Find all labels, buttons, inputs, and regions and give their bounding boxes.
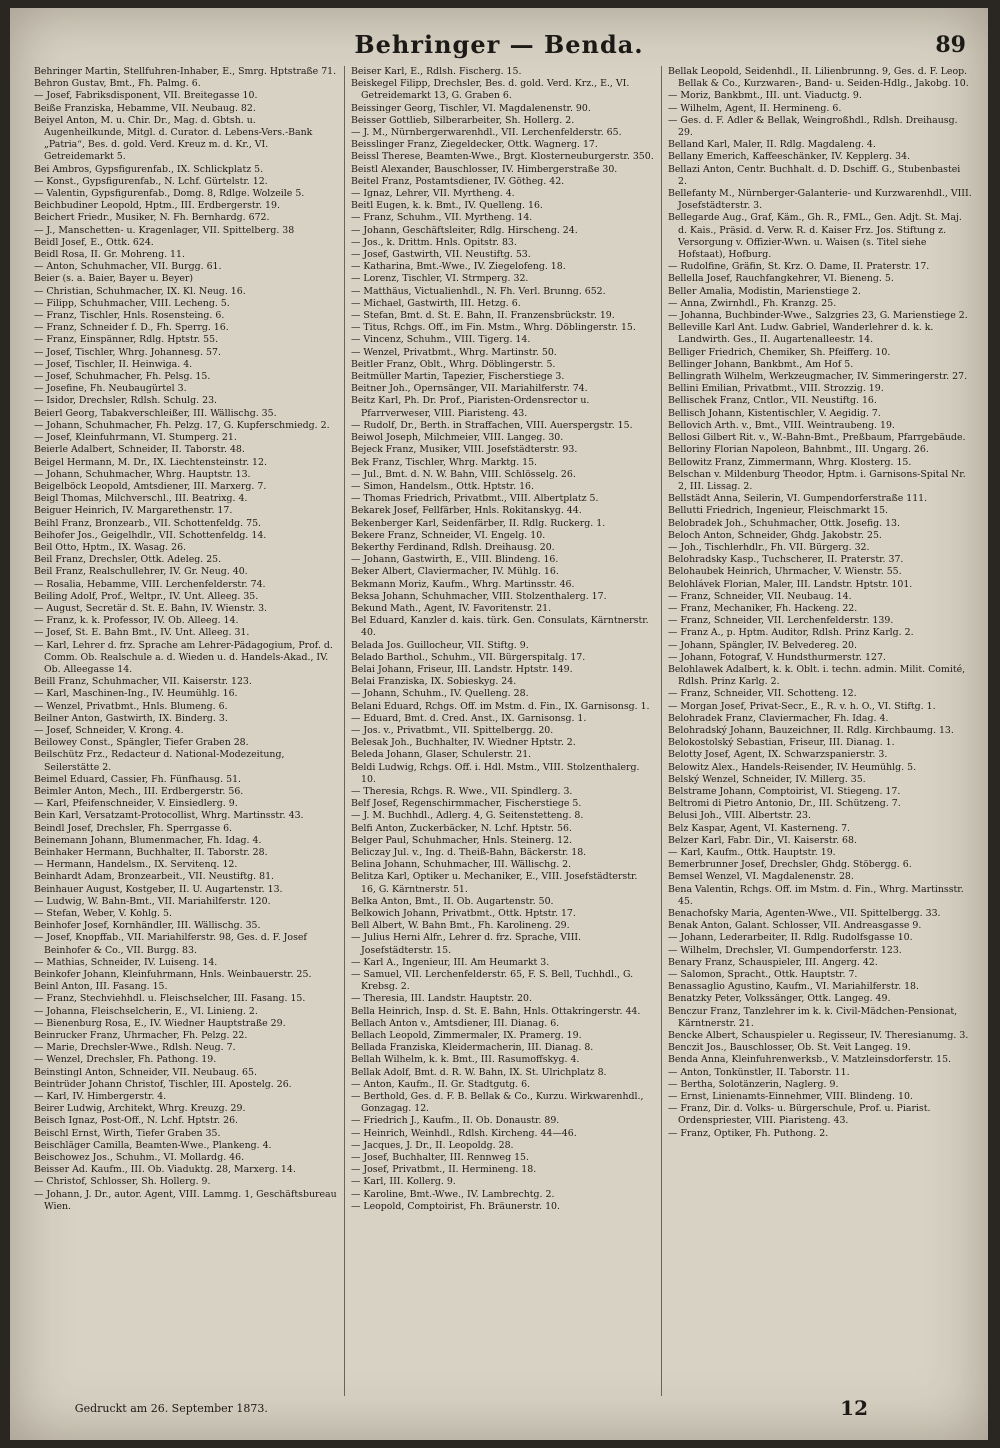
directory-entry: — Franz, Tischler, Hnls. Rosensteing. 6. [34, 310, 225, 322]
directory-entry: — Johann, Geschäftsleiter, Rdlg. Hirscheng. 24. [351, 224, 578, 236]
directory-entry: — Mathias, Schneider, IV. Luiseng. 14. [34, 956, 218, 968]
directory-entry: Beisser Gottlieb, Silberarbeiter, Sh. Hollerg. 2. [351, 114, 575, 126]
column-2 [344, 66, 661, 1396]
directory-entry: — Karl, IV. Himbergerstr. 4. [34, 1091, 167, 1103]
directory-entry: Bekerthy Ferdinand, Rdlsh. Dreihausg. 20. [351, 541, 555, 553]
directory-entry: Belleville Karl Ant. Ludw. Gabriel, Wanderlehrer d. k. k. Landwirth. Ges., II. Augartenalleestr. 14. [668, 322, 934, 346]
directory-entry: — Christian, Schuhmacher, IX. Kl. Neug. 16. [34, 285, 246, 297]
directory-entry: Bellach Anton v., Amtsdiener, III. Dianag. 6. [351, 1017, 560, 1029]
directory-entry: Bellany Emerich, Kaffeeschänker, IV. Kepplerg. 34. [668, 151, 911, 163]
directory-entry: — Josefine, Fh. Neubaugürtel 3. [34, 383, 187, 395]
directory-entry: Beinstingl Anton, Schneider, VII. Neubaug. 65. [34, 1066, 257, 1078]
directory-entry: — Franz, Optiker, Fh. Puthong. 2. [668, 1127, 829, 1139]
directory-entry: Belobradek Joh., Schuhmacher, Ottk. Josefig. 13. [668, 517, 901, 529]
directory-entry: Beldi Ludwig, Rchgs. Off. i. Hdl. Mstm., VIII. Stolzenthalerg. 10. [351, 761, 640, 785]
directory-entry: Benassaglio Agustino, Kaufm., VI. Mariahilferstr. 18. [668, 981, 919, 993]
directory-entry: Beigel Hermann, M. Dr., IX. Liechtensteinstr. 12. [34, 456, 267, 468]
directory-entry: — Josef, Tischler, II. Heinwiga. 4. [34, 358, 193, 370]
directory-entry: Beihofer Jos., Geigelhdlr., VII. Schottenfeldg. 14. [34, 529, 267, 541]
directory-entry: Benachofsky Maria, Agenten-Wwe., VII. Spittelbergg. 33. [668, 908, 941, 920]
directory-entry: — Karoline, Bmt.-Wwe., IV. Lambrechtg. 2. [351, 1188, 555, 1200]
directory-entry: Belohradsky Kasp., Tuchscherer, II. Praterstr. 37. [668, 554, 904, 566]
directory-entry: Beissinger Georg, Tischler, VI. Magdalenenstr. 90. [351, 102, 591, 114]
directory-entry: Beitmüller Martin, Tapezier, Fischerstiege 3. [351, 371, 565, 383]
directory-entry: Bellefanty M., Nürnberger-Galanterie- und Kurzwarenhdl., VIII. Josefstädterstr. 3. [668, 188, 972, 212]
directory-entry: Beiling Adolf, Prof., Weltpr., IV. Unt. Alleeg. 35. [34, 590, 259, 602]
directory-entry: Beinkofer Johann, Kleinfuhrmann, Hnls. Weinbauerstr. 25. [34, 969, 312, 981]
column-1 [28, 66, 344, 1396]
directory-entry: — Johann, Fotograf, V. Hundsthurmerstr. 127. [668, 651, 886, 663]
directory-entry: Belschan v. Mildenburg Theodor, Hptm. i. Garnisons-Spital Nr. 2, III. Lissag. 2. [668, 468, 966, 492]
directory-entry: Beier (s. a. Baier, Bayer u. Beyer) [34, 273, 194, 285]
directory-entry: — Joh., Tischlerhdlr., Fh. VII. Bürgerg. 32. [668, 541, 870, 553]
directory-entry: Benczit Jos., Bauschlosser, Ob. St. Veit Langeg. 19. [668, 1042, 911, 1054]
directory-entry: — Anton, Tonkünstler, II. Taborstr. 11. [668, 1066, 850, 1078]
directory-entry: — Konst., Gypsfigurenfab., N. Lchf. Gürtelstr. 12. [34, 175, 268, 187]
directory-entry: Beischowez Jos., Schuhm., VI. Mollardg. 46. [34, 1152, 245, 1164]
directory-entry: Beierle Adalbert, Schneider, II. Taborstr. 48. [34, 444, 245, 456]
directory-entry: Belado Barthol., Schuhm., VII. Bürgerspitalg. 17. [351, 651, 586, 663]
directory-entry: Bejeck Franz, Musiker, VIII. Josefstädterstr. 93. [351, 444, 578, 456]
directory-entry: Behringer Martin, Stellfuhren-Inhaber, E., Smrg. Hptstraße 71. [34, 66, 337, 77]
directory-entry: Bellazi Anton, Centr. Buchhalt. d. D. Dschiff. G., Stubenbastei 2. [668, 163, 961, 187]
directory-entry: — Marie, Drechsler-Wwe., Rdlsh. Neug. 7. [34, 1042, 236, 1054]
directory-entry: Belský Wenzel, Schneider, IV. Millerg. 35. [668, 773, 866, 785]
directory-entry: — Ernst, Linienamts-Einnehmer, VIII. Blindeng. 10. [668, 1091, 913, 1103]
directory-entry: Belliger Friedrich, Chemiker, Sh. Pfeifferg. 10. [668, 346, 891, 358]
directory-entry: Bei Ambros, Gypsfigurenfab., IX. Schlickplatz 5. [34, 163, 264, 175]
directory-entry: Beliczay Jul. v., Ing. d. Theiß-Bahn, Bäckerstr. 18. [351, 847, 587, 858]
directory-entry: Benak Anton, Galant. Schlosser, VII. Andreasgasse 9. [668, 920, 922, 932]
directory-entry: Belka Anton, Bmt., II. Ob. Augartenstr. 50. [351, 895, 554, 907]
directory-entry: Beisch Ignaz, Post-Off., N. Lchf. Hptstr. 26. [34, 1115, 239, 1127]
directory-entry: Beill Franz, Schuhmacher, VII. Kaiserstr. 123. [34, 676, 252, 688]
directory-entry: Bellini Emilian, Privatbmt., VIII. Strozzig. 19. [668, 383, 884, 395]
directory-entry: — Leopold, Comptoirist, Fh. Bräunerstr. 10. [351, 1200, 560, 1212]
directory-entry: Bekmann Moriz, Kaufm., Whrg. Martinsstr. 46. [351, 578, 575, 590]
directory-entry: Bellutti Friedrich, Ingenieur, Fleischmarkt 15. [668, 505, 889, 517]
directory-entry: — J., Manschetten- u. Kragenlager, VII. Spittelberg. 38 [34, 224, 295, 236]
directory-entry: Bekere Franz, Schneider, VI. Engelg. 10. [351, 529, 546, 541]
directory-entry: — Heinrich, Weinhdl., Rdlsh. Kircheng. 44—46. [351, 1127, 577, 1139]
directory-entry: Bencke Albert, Schauspieler u. Regisseur, IV. Theresianumg. 3. [668, 1030, 969, 1042]
directory-entry: Beiwol Joseph, Milchmeier, VIII. Langeg. 30. [351, 432, 564, 444]
directory-entry: Belusi Joh., VIII. Albertstr. 23. [668, 810, 811, 822]
directory-entry: Beilowey Const., Spängler, Tiefer Graben 28. [34, 737, 249, 749]
directory-entry: Bellah Wilhelm, k. k. Bmt., III. Rasumoffskyg. 4. [351, 1054, 580, 1066]
directory-entry: Belloriny Florian Napoleon, Bahnbmt., III. Ungarg. 26. [668, 444, 929, 456]
directory-entry: Bel Eduard, Kanzler d. kais. türk. Gen. Consulats, Kärntnerstr. 40. [351, 615, 649, 639]
columns [28, 66, 978, 1396]
directory-entry: — Josef, Buchhalter, III. Rennweg 15. [351, 1152, 529, 1164]
directory-entry: — Rosalia, Hebamme, VIII. Lerchenfelderstr. 74. [34, 578, 266, 590]
directory-entry: — Michael, Gastwirth, III. Hetzg. 6. [351, 297, 521, 309]
directory-entry: — J. M., Nürnbergerwarenhdl., VII. Lerchenfelderstr. 65. [351, 127, 622, 139]
directory-entry: Benczur Franz, Tanzlehrer im k. k. Civil-Mädchen-Pensionat, Kärntnerstr. 21. [668, 1005, 958, 1029]
directory-entry: Bellella Josef, Rauchfangkehrer, VI. Bieneng. 5. [668, 273, 894, 285]
directory-entry: Belada Jos. Guillocheur, VII. Stiftg. 9. [351, 639, 529, 651]
directory-entry: Bellingrath Wilhelm, Werkzeugmacher, IV. Simmeringerstr. 27. [668, 371, 968, 383]
directory-entry: — Rudolfine, Gräfin, St. Krz. O. Dame, II. Praterstr. 17. [668, 261, 930, 273]
directory-entry: — Josef, Privatbmt., II. Hermineng. 18. [351, 1164, 537, 1176]
directory-entry: — Rudolf, Dr., Berth. in Straffachen, VIII. Auerspergstr. 15. [351, 419, 633, 431]
directory-entry: Bellisch Johann, Kistentischler, V. Aegidig. 7. [668, 407, 881, 419]
directory-entry: — Franz, Mechaniker, Fh. Hackeng. 22. [668, 602, 858, 614]
directory-entry: Bellischek Franz, Cntlor., VII. Neustiftg. 16. [668, 395, 877, 407]
directory-entry: — Wenzel, Privatbmt., Whrg. Martinstr. 50. [351, 346, 557, 358]
directory-entry: Benary Franz, Schauspieler, III. Angerg. 42. [668, 956, 878, 968]
directory-entry: Bellach Leopold, Zimmermaler, IX. Pramerg. 19. [351, 1030, 582, 1042]
directory-entry: Beitner Joh., Opernsänger, VII. Mariahilferstr. 74. [351, 383, 588, 395]
directory-entry: Beinemann Johann, Blumenmacher, Fh. Idag. 4. [34, 834, 262, 846]
directory-entry: — Hermann, Handelsm., IX. Servitenq. 12. [34, 859, 238, 871]
directory-entry: Beidl Rosa, II. Gr. Mohreng. 11. [34, 249, 185, 261]
directory-entry: — Matthäus, Victualienhdl., N. Fh. Verl. Brunng. 652. [351, 285, 606, 297]
directory-entry: Beierl Georg, Tabakverschleißer, III. Wällischg. 35. [34, 407, 277, 419]
directory-entry: Beitel Franz, Postamtsdiener, IV. Götheg. 42. [351, 175, 565, 187]
directory-entry: Bellak Leopold, Seidenhdl., II. Lilienbrunng. 9, Ges. d. F. Leop. Bellak & Co., Kurzwaren-, Band- u. Seiden-Hdlg., Jakobg. 10. [668, 66, 969, 90]
directory-entry: Belohradek Franz, Claviermacher, Fh. Idag. 4. [668, 712, 889, 724]
directory-entry: — Franz, Einspänner, Rdlg. Hptstr. 55. [34, 334, 219, 346]
directory-entry: Beloch Anton, Schneider, Ghdg. Jakobstr. 25. [668, 529, 882, 541]
directory-entry: Belfi Anton, Zuckerbäcker, N. Lchf. Hptstr. 56. [351, 822, 572, 834]
directory-entry: Belkowich Johann, Privatbmt., Ottk. Hptstr. 17. [351, 908, 576, 920]
directory-entry: — Karl, Kaufm., Ottk. Hauptstr. 19. [668, 847, 836, 858]
directory-entry: Belai Franziska, IX. Sobieskyg. 24. [351, 676, 517, 688]
directory-entry: Beinhofer Josef, Kornhändler, III. Wällischg. 35. [34, 920, 261, 932]
directory-entry: Bein Karl, Versatzamt-Protocollist, Whrg. Martinsstr. 43. [34, 810, 304, 822]
directory-entry: Bellovich Arth. v., Bmt., VIII. Weintraubeng. 19. [668, 419, 895, 431]
directory-entry: — Ignaz, Lehrer, VII. Myrtheng. 4. [351, 188, 515, 200]
directory-entry: Belitza Karl, Optiker u. Mechaniker, E., VIII. Josefstädterstr. 16, G. Kärntnerstr. 51. [351, 871, 638, 895]
directory-entry: — Bertha, Solotänzerin, Naglerg. 9. [668, 1078, 839, 1090]
directory-entry: Beiße Franziska, Hebamme, VII. Neubaug. 82. [34, 102, 256, 114]
directory-entry: — Vincenz, Schuhm., VIII. Tigerg. 14. [351, 334, 531, 346]
directory-entry: Beil Otto, Hptm., IX. Wasag. 26. [34, 541, 187, 553]
directory-entry: — Johann, Lederarbeiter, II. Rdlg. Rudolfsgasse 10. [668, 932, 913, 944]
directory-entry: Bellak Adolf, Bmt. d. R. W. Bahn, IX. St. Ulrichplatz 8. [351, 1066, 607, 1078]
directory-entry: — Josef, Schneider, V. Krong. 4. [34, 724, 184, 736]
directory-entry: Beiskegel Filipp, Drechsler, Bes. d. gold. Verd. Krz., E., VI. Getreidemarkt 13, G. Graben 6. [351, 78, 630, 102]
directory-entry: Belland Karl, Maler, II. Rdlg. Magdaleng. 4. [668, 139, 876, 151]
directory-entry: Belohaubek Heinrich, Uhrmacher, V. Wienstr. 55. [668, 566, 902, 578]
directory-entry: — Christof, Schlosser, Sh. Hollerg. 9. [34, 1176, 211, 1188]
directory-entry: — Stefan, Bmt. d. St. E. Bahn, II. Franzensbrückstr. 19. [351, 310, 615, 322]
directory-entry: — Jacques, J. Dr., II. Leopoldg. 28. [351, 1139, 514, 1151]
directory-entry: — Johann, J. Dr., autor. Agent, VIII. Lammg. 1, Geschäftsbureau Wien. [34, 1188, 337, 1212]
directory-entry: Beinhaker Hermann, Buchhalter, II. Taborstr. 28. [34, 847, 268, 858]
directory-entry: — Franz, Stechviehhdl. u. Fleischselcher, III. Fasang. 15. [34, 993, 306, 1005]
directory-entry: Beitz Karl, Ph. Dr. Prof., Piaristen-Ordensrector u. Pfarrverweser, VIII. Piaristeng. 43. [351, 395, 590, 419]
directory-entry: — Wilhelm, Drechsler, VI. Gumpendorferstr. 123. [668, 944, 902, 956]
directory-entry: — Franz, Schneider, VII. Schotteng. 12. [668, 688, 857, 700]
directory-entry: — Johann, Schuhmacher, Fh. Pelzg. 17, G. Kupferschmiedg. 2. [34, 419, 330, 431]
directory-entry: Beischl Ernst, Wirth, Tiefer Graben 35. [34, 1127, 221, 1139]
directory-entry: — Stefan, Weber, V. Kohlg. 5. [34, 908, 172, 920]
directory-entry: — Samuel, VII. Lerchenfelderstr. 65, F. S. Bell, Tuchhdl., G. Krebsg. 2. [351, 969, 634, 993]
directory-entry: — Karl, Maschinen-Ing., IV. Heumühlg. 16. [34, 688, 238, 700]
directory-entry: — Karl, Lehrer d. frz. Sprache am Lehrer-Pädagogium, Prof. d. Comm. Ob. Realschule a. d. Wieden u. d. Handels-Akad., IV. Ob. Alleegasse 14. [34, 639, 333, 675]
directory-entry: Belina Johann, Schuhmacher, III. Wällischg. 2. [351, 859, 572, 871]
directory-entry: Belai Johann, Friseur, III. Landstr. Hptstr. 149. [351, 663, 573, 675]
directory-entry: Beilner Anton, Gastwirth, IX. Binderg. 3. [34, 712, 228, 724]
directory-entry: Beintrüder Johann Christof, Tischler, III. Apostelg. 26. [34, 1078, 292, 1090]
directory-entry: — Moriz, Bankbmt., III. unt. Viaductg. 9. [668, 90, 862, 102]
directory-entry: Belowitz Alex., Handels-Reisender, IV. Heumühlg. 5. [668, 761, 917, 773]
directory-entry: Beiser Karl, E., Rdlsh. Fischerg. 15. [351, 66, 522, 77]
directory-entry: Beltromi di Pietro Antonio, Dr., III. Schützeng. 7. [668, 798, 901, 810]
directory-entry: Bellosi Gilbert Rit. v., W.-Bahn-Bmt., Preßbaum, Pfarrgebäude. [668, 432, 966, 444]
directory-entry: — J. M. Buchhdl., Adlerg. 4, G. Seitenstetteng. 8. [351, 810, 584, 822]
directory-entry: Beitl Eugen, k. k. Bmt., IV. Quelleng. 16. [351, 200, 543, 212]
directory-entry: Belotty Josef, Agent, IX. Schwarzspanierstr. 3. [668, 749, 888, 761]
directory-entry: Belstrame Johann, Comptoirist, VI. Stiegeng. 17. [668, 785, 901, 797]
directory-entry: — Josef, Gastwirth, VII. Neustiftg. 53. [351, 249, 531, 261]
column-3 [661, 66, 978, 1396]
directory-entry: — Anton, Kaufm., II. Gr. Stadtgutg. 6. [351, 1078, 531, 1090]
directory-entry: — Ges. d. F. Adler & Bellak, Weingroßhdl., Rdlsh. Dreihausg. 29. [668, 114, 958, 139]
directory-entry: — Bienenburg Rosa, E., IV. Wiedner Hauptstraße 29. [34, 1017, 286, 1029]
directory-entry: — August, Secretär d. St. E. Bahn, IV. Wienstr. 3. [34, 602, 268, 614]
directory-entry: — Johann, Schuhmacher, Whrg. Hauptstr. 13. [34, 468, 251, 480]
directory-entry: Bekund Math., Agent, IV. Favoritenstr. 21. [351, 602, 552, 614]
directory-entry: Bemerbrunner Josef, Drechsler, Ghdg. Stöbergg. 6. [668, 859, 912, 871]
directory-entry: Beitler Franz, Oblt., Whrg. Döblingerstr. 5. [351, 358, 556, 370]
directory-entry: Beissl Therese, Beamten-Wwe., Brgt. Klosterneuburgerstr. 350. [351, 151, 654, 163]
directory-entry: — Simon, Handelsm., Ottk. Hptstr. 16. [351, 480, 535, 492]
directory-entry: Beirer Ludwig, Architekt, Whrg. Kreuzg. 29. [34, 1103, 246, 1115]
directory-entry: Beiguer Heinrich, IV. Margarethenstr. 17. [34, 505, 233, 517]
directory-entry: Beinrucker Franz, Uhrmacher, Fh. Pelzg. 22. [34, 1030, 248, 1042]
directory-entry: — Filipp, Schuhmacher, VIII. Lecheng. 5. [34, 297, 230, 309]
directory-entry: Beihl Franz, Bronzearb., VII. Schottenfeldg. 75. [34, 517, 262, 529]
directory-entry: Beksa Johann, Schuhmacher, VIII. Stolzenthalerg. 17. [351, 590, 607, 602]
directory-entry: — Johann, Gastwirth, E., VIII. Blindeng. 16. [351, 554, 559, 566]
sheet-signature: 12 [840, 1396, 868, 1420]
directory-entry: Bekarek Josef, Fellfärber, Hnls. Rokitanskyg. 44. [351, 505, 582, 517]
directory-entry: — Jos., k. Drittm. Hnls. Opitstr. 83. [351, 236, 517, 248]
directory-entry: — Valentin, Gypsfigurenfab., Domg. 8, Rdlge. Wolzeile 5. [34, 188, 305, 200]
directory-entry: — Johanna, Fleischselcherin, E., VI. Linieng. 2. [34, 1005, 258, 1017]
directory-entry: — Franz, Schneider, VII. Lerchenfelderstr. 139. [668, 615, 894, 627]
page-number: 89 [935, 32, 966, 58]
directory-entry: Bena Valentin, Rchgs. Off. im Mstm. d. Fin., Whrg. Martinsstr. 45. [668, 883, 964, 907]
directory-entry: — Josef, Knopffab., VII. Mariahilferstr. 98, Ges. d. F. Josef Beinhofer & Co., VII. Burgg. 83. [34, 932, 307, 956]
directory-entry: Beistl Alexander, Bauschlosser, IV. Himbergerstraße 30. [351, 163, 618, 175]
directory-entry: — Karl, Pfeifenschneider, V. Einsiedlerg. 9. [34, 798, 238, 810]
directory-entry: — Julius Herni Alfr., Lehrer d. frz. Sprache, VIII. Josefstädterstr. 15. [351, 932, 582, 956]
directory-entry: Beimler Anton, Mech., III. Erdbergerstr. 56. [34, 785, 244, 797]
directory-entry: — Wilhelm, Agent, II. Hermineng. 6. [668, 102, 842, 114]
directory-entry: Belohlávek Florian, Maler, III. Landstr. Hptstr. 101. [668, 578, 913, 590]
directory-entry: — Salomon, Spracht., Ottk. Hauptstr. 7. [668, 969, 858, 981]
running-title: Behringer — Benda. [354, 30, 644, 59]
directory-entry: — Franz, k. k. Professor, IV. Ob. Alleeg. 14. [34, 615, 239, 627]
directory-entry: — Josef, Kleinfuhrmann, VI. Stumperg. 21. [34, 432, 237, 444]
directory-entry: — Anton, Schuhmacher, VII. Burgg. 61. [34, 261, 222, 273]
directory-entry: — Ludwig, W. Bahn-Bmt., VII. Mariahilferstr. 120. [34, 895, 271, 907]
directory-entry: Beil Franz, Realschullehrer, IV. Gr. Neug. 40. [34, 566, 248, 578]
directory-entry: Bella Heinrich, Insp. d. St. E. Bahn, Hnls. Ottakringerstr. 44. [351, 1005, 641, 1017]
directory-entry: Belger Paul, Schuhmacher, Hnls. Steinerg. 12. [351, 834, 573, 846]
directory-entry: Beil Franz, Drechsler, Ottk. Adeleg. 25. [34, 554, 222, 566]
directory-entry: — Lorenz, Tischler, VI. Strmperg. 32. [351, 273, 529, 285]
directory-entry: — Josef, Tischler, Whrg. Johannesg. 57. [34, 346, 221, 358]
directory-entry: — Anna, Zwirnhdl., Fh. Kranzg. 25. [668, 297, 837, 309]
directory-entry: Belohradský Johann, Bauzeichner, II. Rdlg. Kirchbaumg. 13. [668, 724, 954, 736]
directory-entry: Belohlawek Adalbert, k. k. Oblt. i. techn. admin. Milit. Comité, Rdlsh. Prinz Karlg. 2. [668, 663, 966, 688]
directory-entry: — Johann, Schuhm., IV. Quelleng. 28. [351, 688, 529, 700]
directory-entry: Belani Eduard, Rchgs. Off. im Mstm. d. Fin., IX. Garnisonsg. 1. [351, 700, 650, 712]
directory-entry: — Jul., Bmt. d. N. W. Bahn, VIII. Schlösselg. 26. [351, 468, 576, 480]
directory-entry: Beiyel Anton, M. u. Chir. Dr., Mag. d. Gbtsh. u. Augenheilkunde, Mitgl. d. Curator. d. Lebens-Vers.-Bank „Patria“, Bes. d. gold. Verd. Kreuz m. d. Kr., VI. Getreidemarkt 5. [34, 114, 313, 163]
directory-entry: Belesak Joh., Buchhalter, IV. Wiedner Hptstr. 2. [351, 737, 576, 749]
directory-entry: Beller Amalia, Modistin, Marienstiege 2. [668, 285, 861, 297]
directory-entry: — Wenzel, Drechsler, Fh. Pathong. 19. [34, 1054, 217, 1066]
directory-entry: — Franz, Schneider, VII. Neubaug. 14. [668, 590, 852, 602]
directory-entry: Beinhauer August, Kostgeber, II. U. Augartenstr. 13. [34, 883, 283, 895]
directory-entry: Bekenberger Karl, Seidenfärber, II. Rdlg. Ruckerg. 1. [351, 517, 606, 529]
directory-entry: — Berthold, Ges. d. F. B. Bellak & Co., Kurzu. Wirkwarenhdl., Gonzagag. 12. [351, 1091, 644, 1115]
directory-entry: — Theresia, III. Landstr. Hauptstr. 20. [351, 993, 532, 1005]
directory-entry: Bellegarde Aug., Graf, Käm., Gh. R., FML., Gen. Adjt. St. Maj. d. Kais., Präsid. d. Verw. R. d. Kaiser Frz. Jos. Stiftung z. Versorgung v. Offizier-Wwn. u. Waisen (s. Titel siehe Hofstaat), Hofburg. [668, 212, 962, 261]
directory-entry: Beimel Eduard, Cassier, Fh. Fünfhausg. 51. [34, 773, 242, 785]
directory-entry: — Johanna, Buchbinder-Wwe., Salzgries 23, G. Marienstiege 2. [668, 310, 968, 322]
directory-entry: — Franz, Schuhm., VII. Myrtheng. 14. [351, 212, 533, 224]
directory-entry: — Titus, Rchgs. Off., im Fin. Mstm., Whrg. Döblingerstr. 15. [351, 322, 636, 334]
directory-entry: — Josef, St. E. Bahn Bmt., IV. Unt. Alleeg. 31. [34, 627, 250, 639]
directory-entry: — Thomas Friedrich, Privatbmt., VIII. Albertplatz 5. [351, 493, 599, 505]
directory-entry: Beidl Josef, E., Ottk. 624. [34, 236, 154, 248]
directory-entry: — Josef, Fabriksdisponent, VII. Breitegasse 10. [34, 90, 258, 102]
directory-entry: Beilschütz Frz., Redacteur d. National-Modezeitung, Seilerstätte 2. [34, 749, 285, 773]
directory-entry: Bell Albert, W. Bahn Bmt., Fh. Karolineng. 29. [351, 920, 570, 932]
directory-page [10, 8, 988, 1440]
directory-entry: Beisser Ad. Kaufm., III. Ob. Viaduktg. 28, Marxerg. 14. [34, 1164, 296, 1176]
directory-entry: — Theresia, Rchgs. R. Wwe., VII. Spindlerg. 3. [351, 785, 573, 797]
directory-entry: — Isidor, Drechsler, Rdlsh. Schulg. 23. [34, 395, 218, 407]
directory-entry: Benda Anna, Kleinfuhrenwerksb., V. Matzleinsdorferstr. 15. [668, 1054, 952, 1066]
directory-entry: Beichbudiner Leopold, Hptm., III. Erdbergerstr. 19. [34, 200, 280, 212]
directory-entry: Beichert Friedr., Musiker, N. Fh. Bernhardg. 672. [34, 212, 270, 224]
page-header [10, 24, 988, 64]
directory-entry: Bellada Franziska, Kleidermacherin, III. Dianag. 8. [351, 1042, 594, 1054]
directory-entry: — Friedrich J., Kaufm., II. Ob. Donaustr. 89. [351, 1115, 560, 1127]
directory-entry: Beisslinger Franz, Ziegeldecker, Ottk. Wagnerg. 17. [351, 139, 598, 151]
directory-entry: — Franz, Schneider f. D., Fh. Sperrg. 16. [34, 322, 229, 334]
directory-entry: Bellstädt Anna, Seilerin, VI. Gumpendorferstraße 111. [668, 493, 928, 505]
directory-entry: — Franz, Dir. d. Volks- u. Bürgerschule, Prof. u. Piarist. Ordenspriester, VIII. Piaristeng. 43. [668, 1103, 931, 1127]
directory-entry: Belzer Karl, Fabr. Dir., VI. Kaiserstr. 68. [668, 834, 857, 846]
directory-entry: Beigelböck Leopold, Amtsdiener, III. Marxerg. 7. [34, 480, 267, 492]
directory-entry: Beischläger Camilla, Beamten-Wwe., Plankeng. 4. [34, 1139, 272, 1151]
directory-entry: Beinhardt Adam, Bronzearbeit., VII. Neustiftg. 81. [34, 871, 275, 883]
directory-entry: Beleda Johann, Glaser, Schulerstr. 21. [351, 749, 532, 761]
directory-entry: — Karl A., Ingenieur, III. Am Heumarkt 3. [351, 956, 550, 968]
directory-entry: Beigl Thomas, Milchverschl., III. Beatrixg. 4. [34, 493, 248, 505]
directory-entry: Beker Albert, Claviermacher, IV. Mühlg. 16. [351, 566, 559, 578]
directory-entry: — Johann, Spängler, IV. Belvedereg. 20. [668, 639, 857, 651]
directory-entry: Belz Kaspar, Agent, VI. Kasterneng. 7. [668, 822, 851, 834]
directory-entry: — Jos. v., Privatbmt., VII. Spittelbergg. 20. [351, 724, 554, 736]
directory-entry: — Josef, Schuhmacher, Fh. Pelsg. 15. [34, 371, 211, 383]
directory-entry: — Katharina, Bmt.-Wwe., IV. Ziegelofeng. 18. [351, 261, 566, 273]
directory-entry: Benatzky Peter, Volkssänger, Ottk. Langeg. 49. [668, 993, 891, 1005]
print-date: Gedruckt am 26. September 1873. [74, 1402, 268, 1415]
directory-entry: Beinl Anton, III. Fasang. 15. [34, 981, 168, 993]
directory-entry: Bek Franz, Tischler, Whrg. Marktg. 15. [351, 456, 538, 468]
directory-entry: — Morgan Josef, Privat-Secr., E., R. v. h. O., VI. Stiftg. 1. [668, 700, 936, 712]
directory-entry: Behron Gustav, Bmt., Fh. Palmg. 6. [34, 78, 201, 90]
directory-entry: Belf Josef, Regenschirmmacher, Fischerstiege 5. [351, 798, 582, 810]
directory-entry: — Franz A., p. Hptm. Auditor, Rdlsh. Prinz Karlg. 2. [668, 627, 914, 639]
directory-entry: Belokostolský Sebastian, Friseur, III. Dianag. 1. [668, 737, 895, 749]
directory-entry: — Karl, III. Kollerg. 9. [351, 1176, 456, 1188]
directory-entry: Beindl Josef, Drechsler, Fh. Sperrgasse 6. [34, 822, 233, 834]
directory-entry: — Eduard, Bmt. d. Cred. Anst., IX. Garnisonsg. 1. [351, 712, 587, 724]
directory-entry: Bellinger Johann, Bankbmt., Am Hof 5. [668, 358, 854, 370]
directory-entry: Bemsel Wenzel, VI. Magdalenenstr. 28. [668, 871, 854, 883]
directory-entry: — Wenzel, Privatbmt., Hnls. Blumeng. 6. [34, 700, 228, 712]
directory-entry: Bellowitz Franz, Zimmermann, Whrg. Klosterg. 15. [668, 456, 912, 468]
